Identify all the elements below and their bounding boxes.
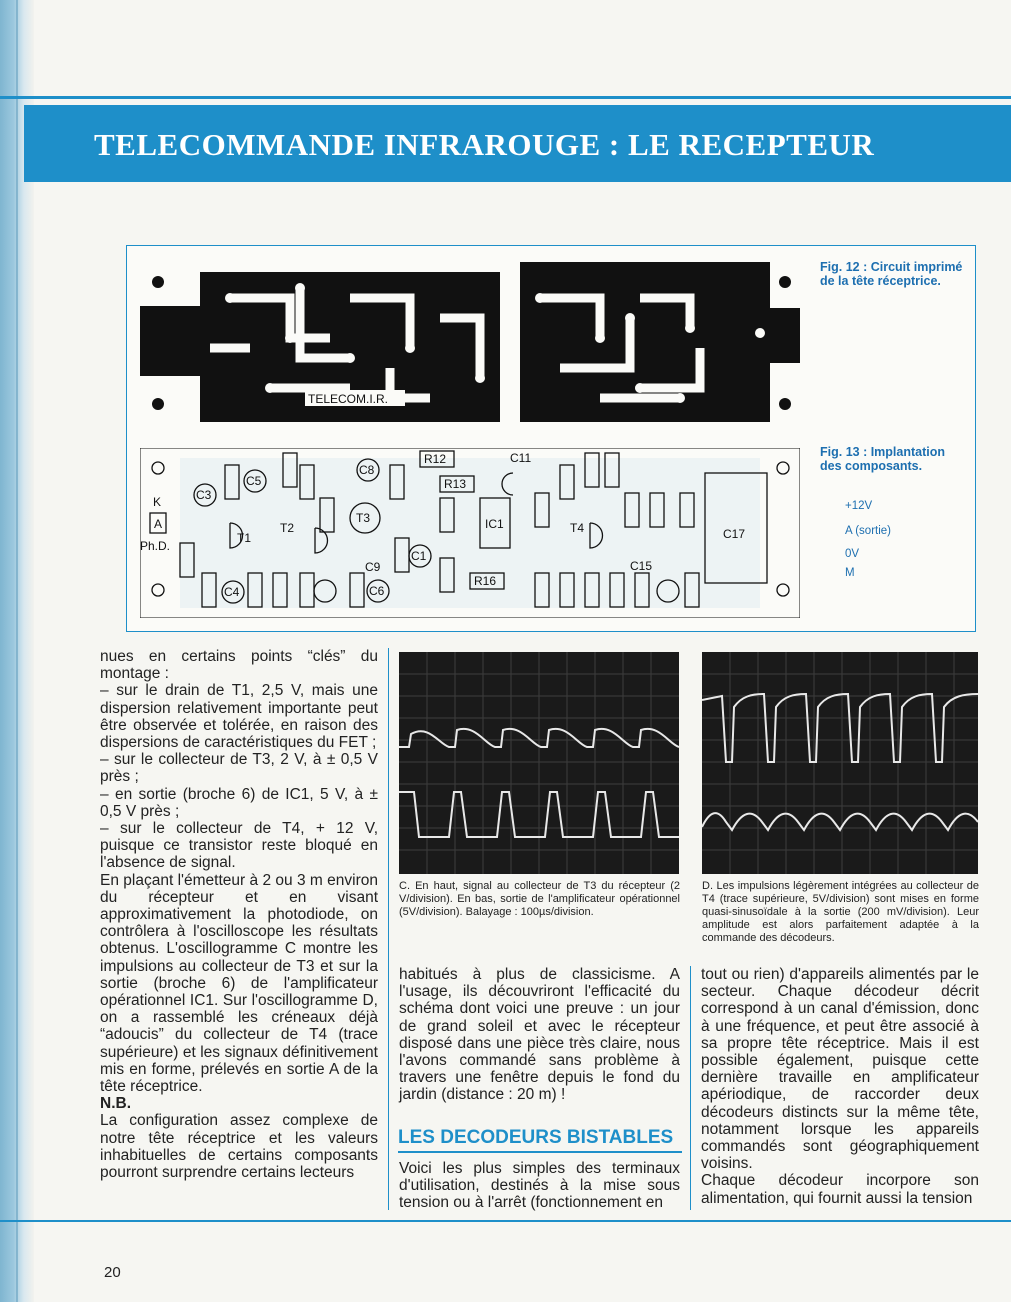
paragraph: – en sortie (broche 6) de IC1, 5 V, à ± 0,5 V près ; bbox=[100, 785, 378, 820]
paragraph: Chaque décodeur incorpore son alimentation, qui fournit aussi la tension bbox=[701, 1172, 979, 1207]
oscillogram-c-caption: C. En haut, signal au collecteur de T3 du récepteur (2 V/division). En bas, sortie de l'amplificateur opérationnel (5V/division). Balayage : 100µs/division. bbox=[399, 880, 680, 918]
fig13-caption: Fig. 13 : Implantation des composants. bbox=[820, 445, 946, 473]
pin-m: M bbox=[845, 567, 855, 579]
paragraph: Voici les plus simples des terminaux d'utilisation, destinés à la mise sous tension ou à l'arrêt (fonctionnement en bbox=[399, 1160, 680, 1212]
title-band bbox=[24, 105, 1011, 182]
label-t1: T1 bbox=[237, 531, 252, 545]
column-rule bbox=[388, 648, 389, 1210]
label-r16: R16 bbox=[474, 574, 497, 588]
paragraph: nues en certains points “clés” du montage : bbox=[100, 648, 378, 683]
nb-heading: N.B. bbox=[100, 1095, 131, 1113]
label-c5: C5 bbox=[246, 474, 262, 488]
label-c6: C6 bbox=[369, 584, 385, 598]
right-column bbox=[701, 966, 979, 1207]
label-ic1: IC1 bbox=[485, 517, 504, 531]
label-r12: R12 bbox=[424, 452, 447, 466]
label-t4: T4 bbox=[570, 521, 585, 535]
paragraph: tout ou rien) d'appareils alimentés par le secteur. Chaque décodeur décrit correspond à un canal d'émission, donc à une fréquence, et peut être associé à sa propre tête réceptrice. Mais il est possible également, puisque cette dernière travaille en amplificateur apériodique, de raccorder deux décodeurs distincts sur la même tête, notamment lorsque les appareils commandés sont géographiquement voisins. bbox=[701, 966, 979, 1173]
label-c1: C1 bbox=[411, 549, 427, 563]
pin-a-output: A (sortie) bbox=[845, 525, 892, 537]
bottom-rule bbox=[0, 1220, 1011, 1222]
paragraph: – sur le collecteur de T3, 2 V, à ± 0,5 V près ; bbox=[100, 751, 378, 786]
oscillogram-c bbox=[399, 652, 679, 874]
pcb-drawing bbox=[140, 258, 800, 434]
paragraph: – sur le collecteur de T4, + 12 V, puisque ce transistor reste bloqué en l'absence de signal. bbox=[100, 820, 378, 872]
label-c17: C17 bbox=[723, 527, 746, 541]
label-c8: C8 bbox=[359, 463, 375, 477]
label-k: K bbox=[153, 495, 162, 509]
oscillogram-d bbox=[702, 652, 978, 874]
pin-12v: +12V bbox=[845, 500, 873, 512]
middle-column-cont bbox=[399, 1160, 680, 1212]
section-heading: LES DECODEURS BISTABLES bbox=[398, 1127, 682, 1153]
paragraph: habitués à plus de classicisme. A l'usage, ils découvriront l'efficacité du schéma dont voici une preuve : un jour de grand soleil et avec le récepteur disposé dans une pièce très claire, nous l'avons commandé sans problème à travers une fenêtre depuis le fond du jardin (distance : 20 m) ! bbox=[399, 966, 680, 1104]
top-rule bbox=[0, 96, 1011, 99]
label-c4: C4 bbox=[224, 585, 240, 599]
label-c9: C9 bbox=[365, 560, 381, 574]
oscillogram-d-caption: D. Les impulsions légèrement intégrées au collecteur de T4 (trace supérieure, 5V/division) sont mises en forme quasi-sinusoïdale à la sortie (200 mV/division). Leur amplitude est alors parfaitement adaptée à la commande des décodeurs. bbox=[702, 880, 979, 944]
label-r13: R13 bbox=[444, 477, 467, 491]
fig12-caption: Fig. 12 : Circuit imprimé de la tête réceptrice. bbox=[820, 260, 963, 288]
label-c11: C11 bbox=[510, 451, 532, 465]
page-binding-edge bbox=[0, 0, 34, 1302]
label-c15: C15 bbox=[630, 559, 653, 573]
paragraph: En plaçant l'émetteur à 2 ou 3 m environ du récepteur et en visant approximativement la photodiode, on contrôlera à l'oscilloscope les résultats obtenus. L'oscillogramme C montre les impulsions au collecteur de T3 et sur la sortie (broche 6) de l'amplificateur opérationnel IC1. Sur l'oscillogramme D, on a rassemblé les créneaux déjà “adoucis” du collecteur de T4 (trace supérieure) et les signaux définitivement mis en forme, prélevés en sortie A de la tête réceptrice. bbox=[100, 871, 378, 1096]
paragraph: La configuration assez complexe de notre tête réceptrice et les valeurs inhabituelles de certains composants pourront surprendre certains lecteurs bbox=[100, 1112, 378, 1182]
pin-0v: 0V bbox=[845, 548, 860, 560]
article-title: TELECOMMANDE INFRAROUGE : LE RECEPTEUR bbox=[94, 127, 875, 162]
label-t3: T3 bbox=[356, 511, 371, 525]
component-layout bbox=[140, 448, 800, 618]
pcb-label: TELECOM.I.R. bbox=[308, 392, 389, 406]
label-t2: T2 bbox=[280, 521, 295, 535]
label-photodiode: Ph.D. bbox=[140, 539, 171, 553]
middle-column bbox=[399, 966, 680, 1104]
paragraph: – sur le drain de T1, 2,5 V, mais une dispersion relativement importante peut être observée et tolérée, en raison des dispersions de caractéristiques du FET ; bbox=[100, 682, 378, 752]
left-column bbox=[100, 648, 378, 1181]
page-number: 20 bbox=[104, 1264, 121, 1281]
label-c3: C3 bbox=[196, 488, 212, 502]
column-rule bbox=[690, 966, 691, 1210]
label-a: A bbox=[154, 517, 163, 531]
